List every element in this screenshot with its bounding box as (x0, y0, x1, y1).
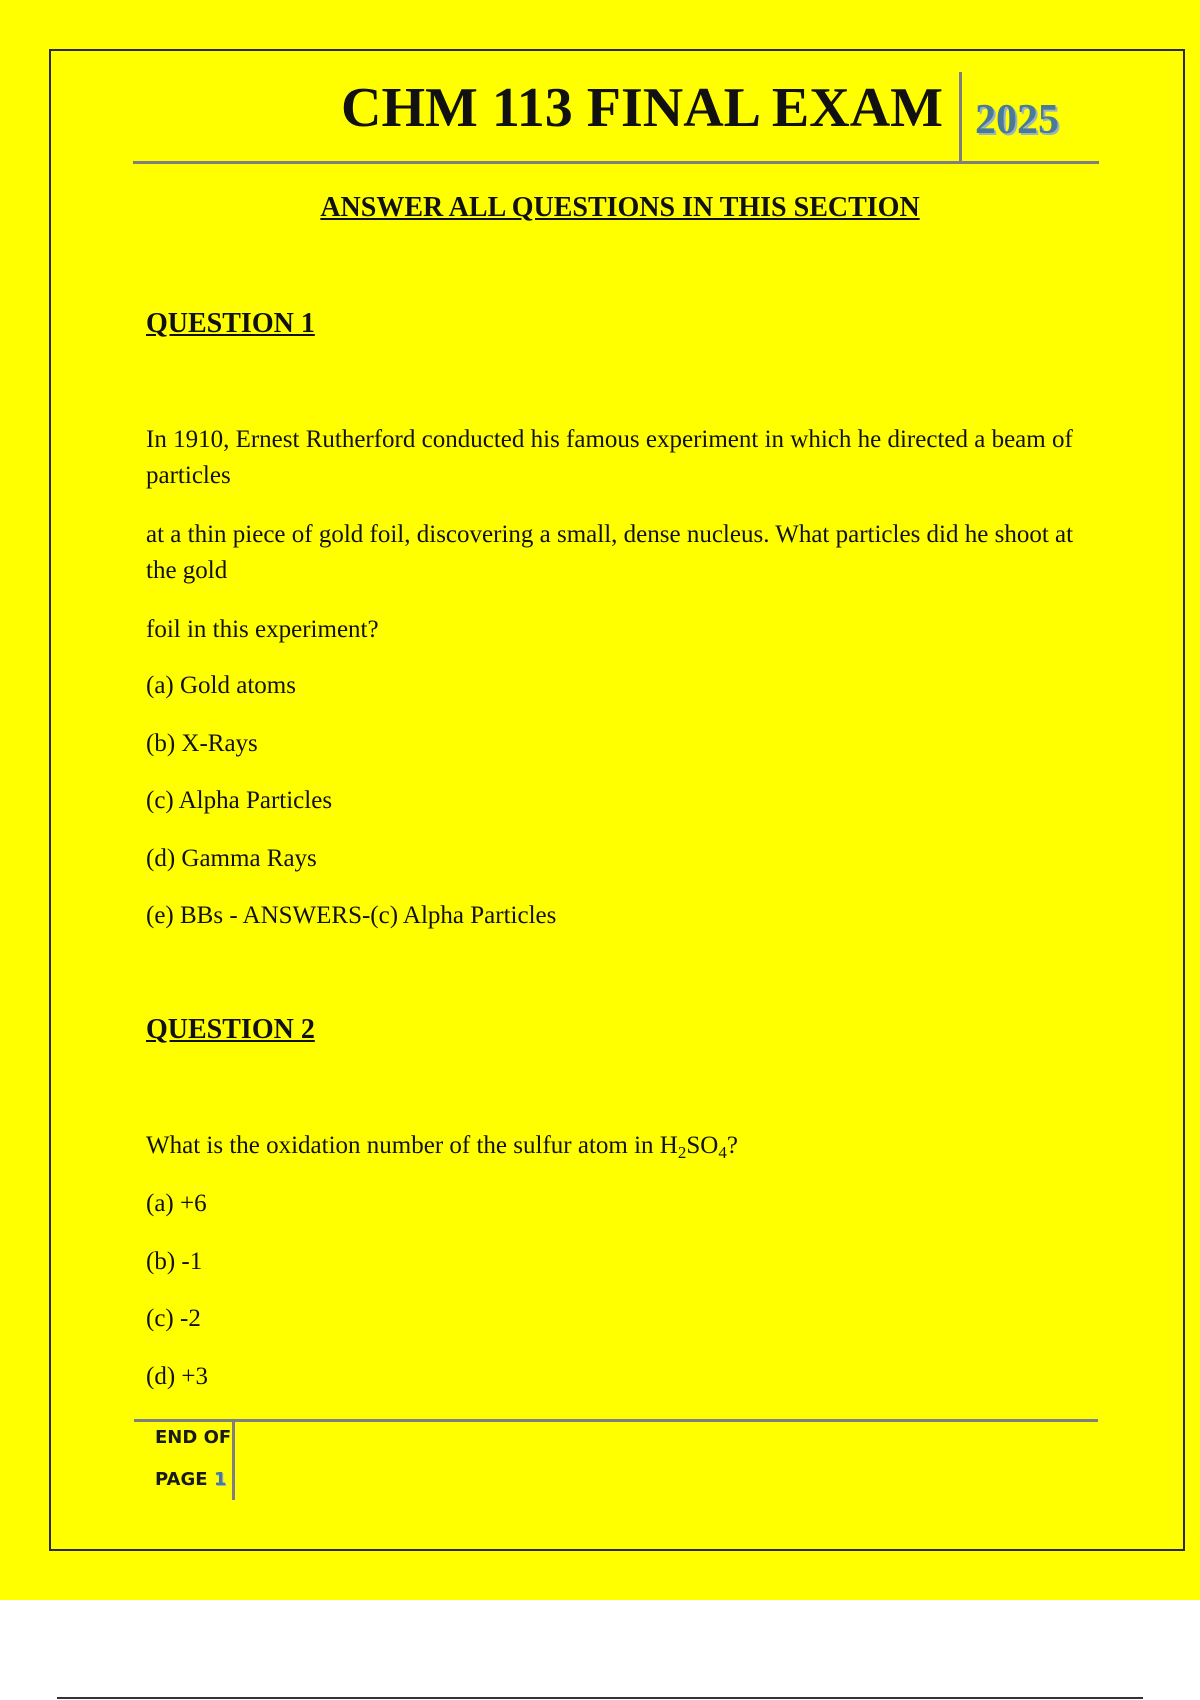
footer-rule (134, 1419, 1098, 1422)
question-1-option-a: (a) Gold atoms (146, 672, 296, 699)
question-1-paragraph-3: foil in this experiment? (146, 616, 379, 643)
question-2-stem (146, 1130, 738, 1162)
formula-subscript-2: 2 (677, 1143, 687, 1162)
title-divider (959, 72, 962, 161)
question-2-option-c: (c) -2 (146, 1305, 201, 1332)
question-2-option-a: (a) +6 (146, 1190, 207, 1217)
section-heading: ANSWER ALL QUESTIONS IN THIS SECTION (320, 192, 920, 223)
title-row (133, 72, 1099, 164)
exam-title: CHM 113 FINAL EXAM (341, 77, 943, 139)
footer-page-number: 1 (213, 1469, 227, 1490)
footer-divider (232, 1422, 235, 1500)
question-1-heading: QUESTION 1 (146, 308, 315, 339)
question-2-option-b: (b) -1 (146, 1248, 203, 1275)
bottom-rule (57, 1697, 1143, 1699)
question-2-heading: QUESTION 2 (146, 1014, 315, 1045)
footer-page-label (155, 1469, 226, 1490)
footer-page-prefix: PAGE (155, 1469, 214, 1490)
question-1-option-e-answer: (e) BBs - ANSWERS-(c) Alpha Particles (146, 902, 557, 929)
footer-end-of: END OF (155, 1427, 232, 1448)
question-1-paragraph-1: In 1910, Ernest Rutherford conducted his famous experiment in which he directed a beam of particles (146, 426, 1073, 489)
formula-so: SO (686, 1132, 719, 1159)
formula-subscript-4: 4 (718, 1143, 727, 1162)
formula-h: H (659, 1132, 678, 1159)
question-1-option-c: (c) Alpha Particles (146, 787, 333, 814)
question-2-stem-text: What is the oxidation number of the sulfur atom in (146, 1132, 660, 1159)
exam-year: 2025 (975, 97, 1059, 143)
question-2-stem-end: ? (726, 1132, 738, 1159)
question-1-option-d: (d) Gamma Rays (146, 845, 317, 872)
question-1-option-b: (b) X-Rays (146, 730, 258, 757)
question-1-paragraph-2: at a thin piece of gold foil, discovering a small, dense nucleus. What particles did he shoot at the gold (146, 521, 1074, 584)
question-2-option-d: (d) +3 (146, 1363, 208, 1390)
